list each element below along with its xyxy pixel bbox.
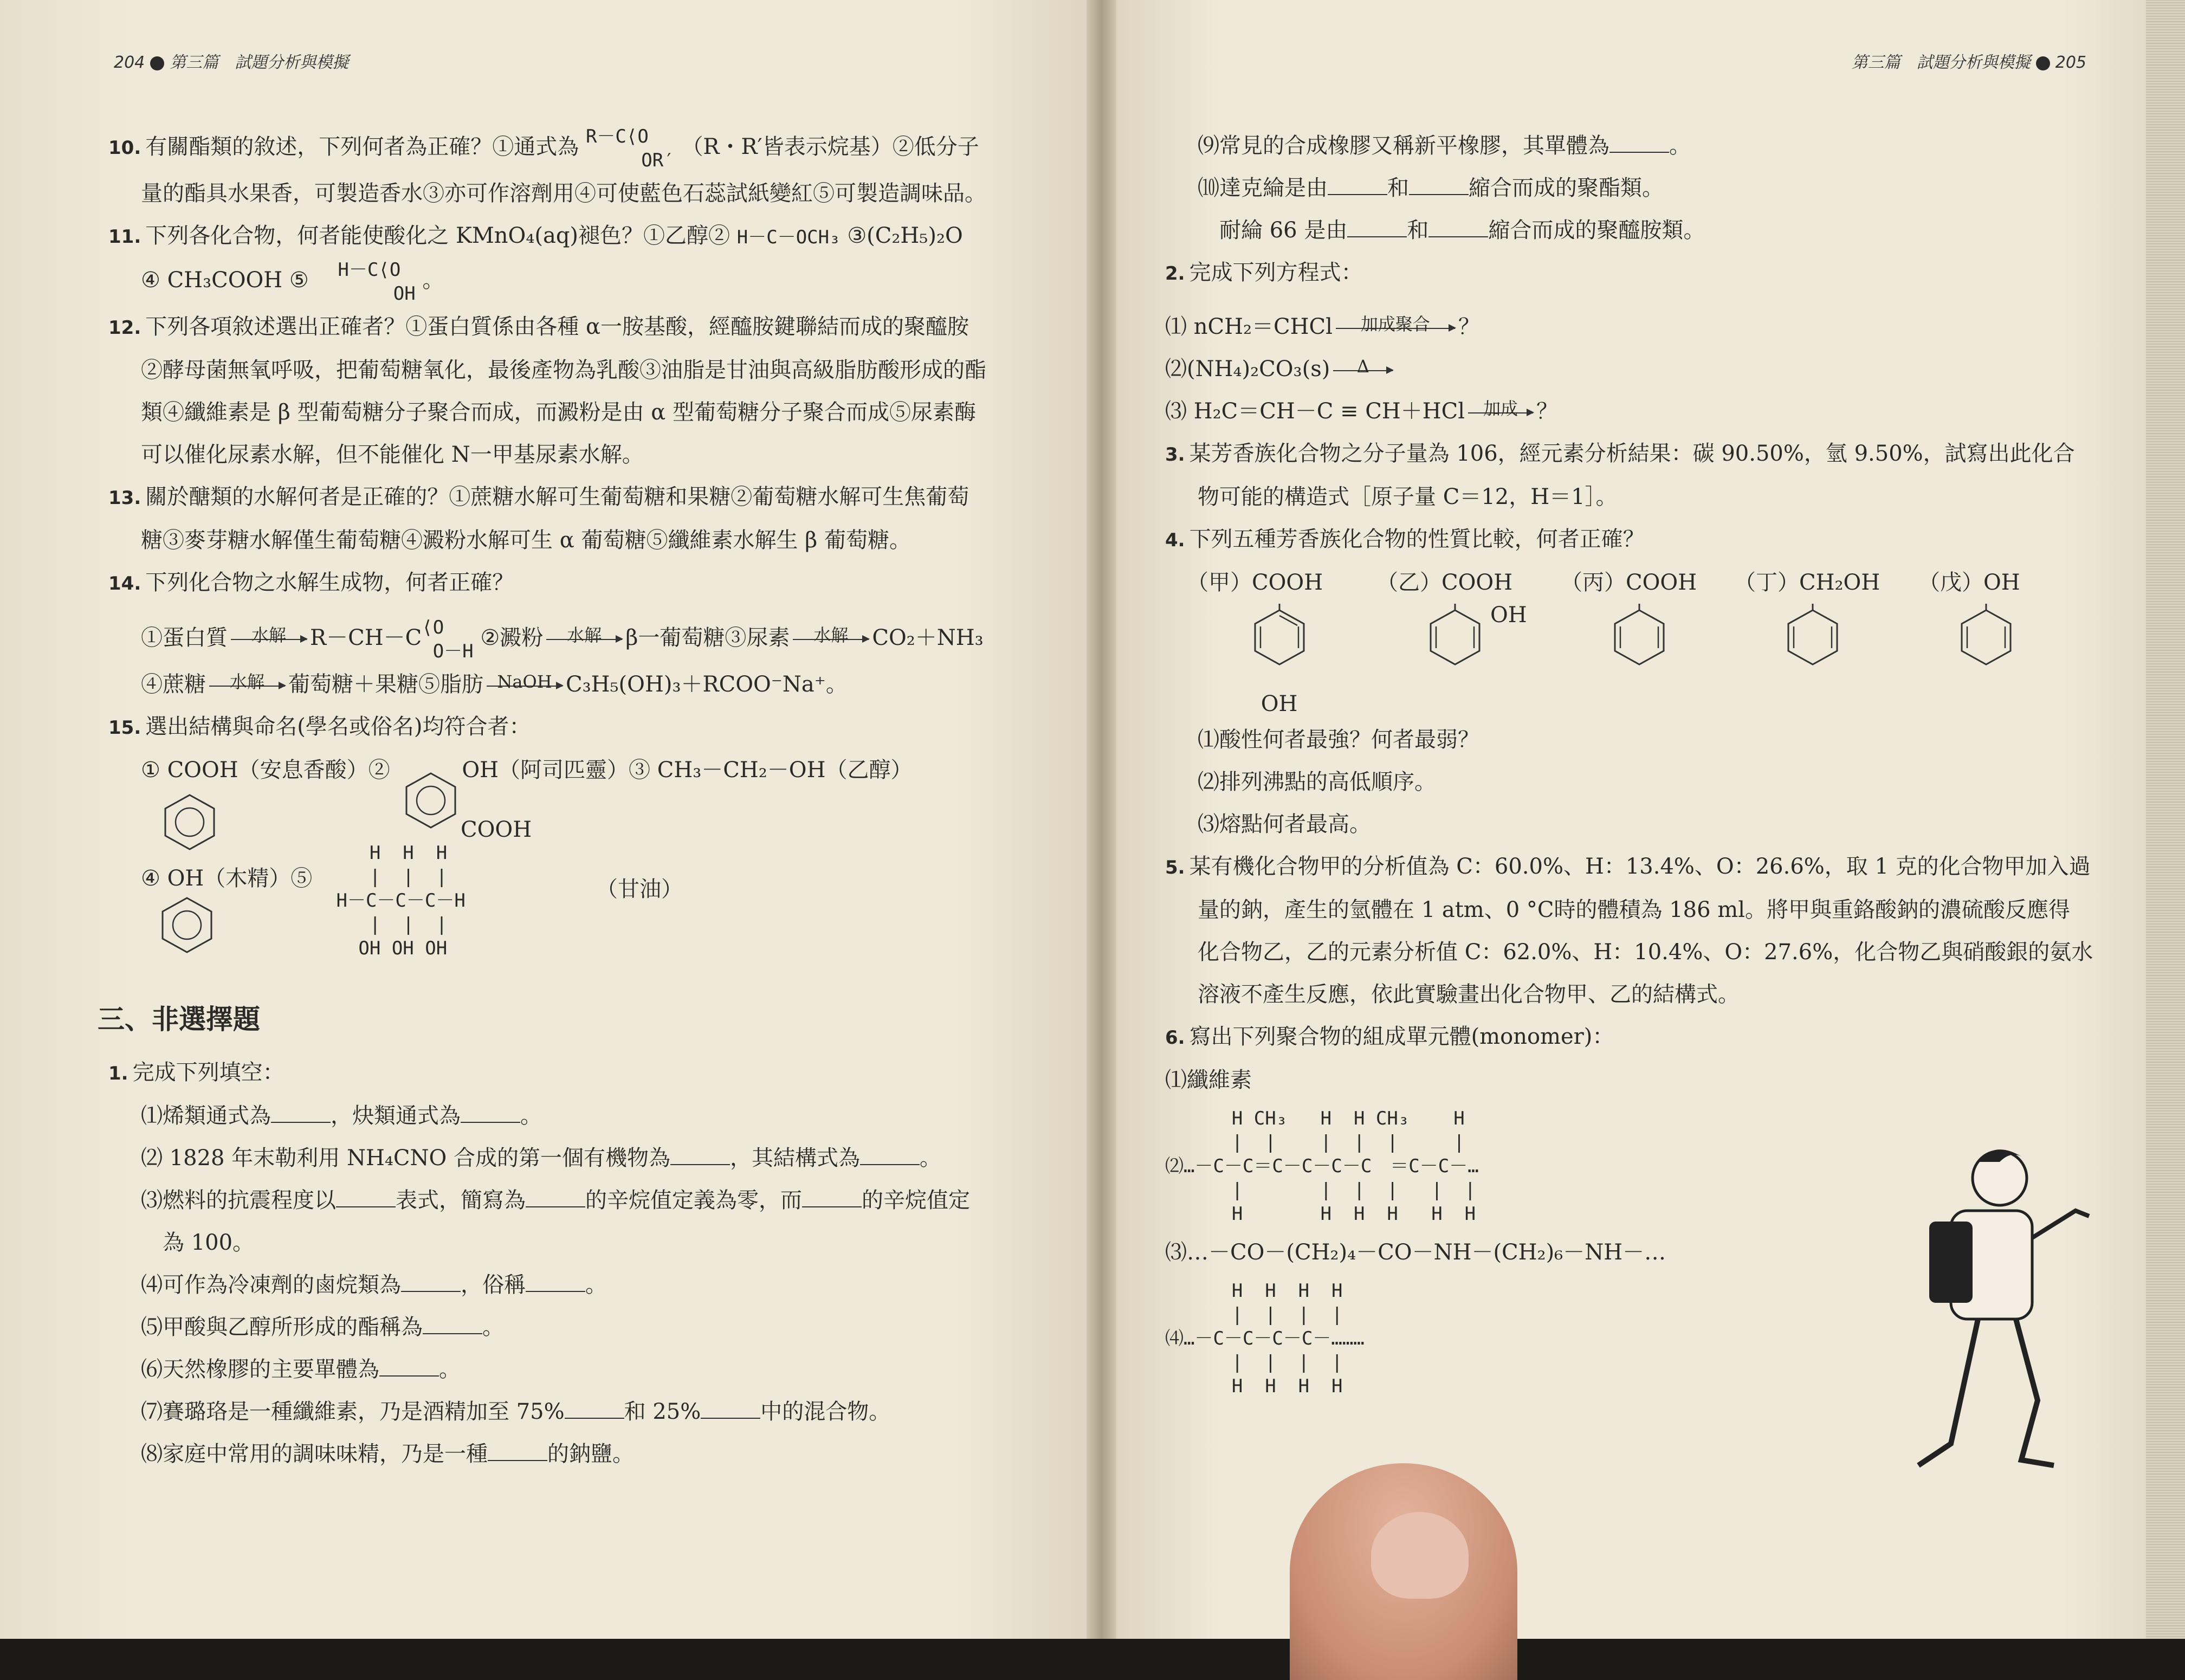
question-12-line4: 可以催化尿素水解，但不能催化 N一甲基尿素水解。 (141, 442, 644, 467)
equation-2: ⑵(NH₄)₂CO₃(s) Δ (1165, 348, 2119, 390)
question-12-line2: ②酵母菌無氧呼吸，把葡萄糖氧化，最後產物為乳酸③油脂是甘油與高級脂肪酸形成的酯 (141, 358, 986, 383)
benzene-ring-icon (1609, 604, 1669, 669)
question-11-line2: ④ CH₃COOH ⑤ H－C⟨O OH 。 (141, 259, 444, 305)
reaction-arrow: 水解 (546, 639, 622, 640)
blank-line (1328, 178, 1387, 195)
blank-line (401, 1275, 461, 1292)
nonchoice-question-3: 3. 某芳香族化合物之分子量為 106，經元素分析結果：碳 90.50%，氫 9.50%，試寫出此化合 (1165, 441, 2075, 466)
reaction-arrow: 加成聚合 (1336, 328, 1455, 329)
question-5-line2: 量的鈉，產生的氫體在 1 atm、0 °C時的體積為 186 ml。將甲與重鉻酸鈉的濃硫酸反應得 (1198, 897, 2070, 922)
benzene-ring-icon (1425, 604, 1485, 669)
fill-item-3b: 為 100。 (163, 1230, 255, 1255)
blank-line (336, 1190, 396, 1207)
benzene-ring-icon (1956, 604, 2016, 669)
question-15-options-row1: ① COOH（安息香酸）② OH（阿司匹靈）③ CH₃－CH₂－OH（乙醇） COOH (108, 749, 1040, 857)
glycerol-structure: H H H | | | H－C－C－C－H | | | OH OH OH (336, 842, 466, 959)
blank-line (1428, 220, 1488, 237)
question-3-line2: 物可能的構造式［原子量 C＝12，H＝1］。 (1198, 484, 1618, 509)
reaction-arrow: 水解 (231, 639, 307, 640)
reaction-arrow: 加成 (1468, 412, 1533, 413)
nonchoice-question-1: 1. 完成下列填空： (108, 1060, 285, 1085)
left-page (0, 0, 1087, 1639)
blank-line (1409, 178, 1469, 195)
blank-line (565, 1401, 624, 1419)
left-header-title: 試題分析與模擬 (235, 53, 349, 72)
left-content (98, 125, 1040, 1475)
question-15: 15. 選出結構與命名(學名或俗名)均符合者： (108, 714, 531, 739)
right-header-title: 試題分析與模擬 (1916, 53, 2031, 72)
benzene-ring-icon (157, 895, 217, 955)
bullet-icon (2036, 56, 2050, 70)
methyl-formate-structure: H－C－OCH₃ (736, 227, 841, 248)
blank-line (461, 1106, 520, 1123)
question-14-row1: ①蛋白質 水解 R－CH－C⟨O O－H ②澱粉 水解 β一葡萄糖③尿素 水解 CO₂＋NH₃ (141, 617, 984, 662)
compound-bing: （丙）COOH (1561, 561, 1697, 683)
benzene-ring-icon (401, 771, 461, 830)
compound-wu: （戊）OH (1918, 561, 2020, 683)
reaction-arrow: 水解 (209, 686, 285, 687)
left-page-number: 204 (114, 53, 145, 72)
fill-item-10b: 耐綸 66 是由 和 縮合而成的聚醯胺類。 (1219, 218, 1705, 243)
question-13: 13. 關於醣類的水解何者是正確的？①蔗糖水解可生葡萄糖和果糖②葡萄糖水解可生焦葡萄 (108, 484, 969, 509)
benzene-ring-icon (160, 792, 219, 852)
polymer-1: ⑴纖維素 (1165, 1068, 1252, 1093)
question-13-line2: 糖③麥芽糖水解僅生葡萄糖④澱粉水解可生 α 葡萄糖⑤纖維素水解生 β 葡萄糖。 (141, 528, 911, 553)
question-10: 10. 有關酯類的敘述，下列何者為正確？①通式為 R－C⟨O OR′ （R・R′皆表示烷基）②低分子 (108, 126, 979, 171)
question-4-sub2: ⑵排列沸點的高低順序。 (1198, 770, 1436, 794)
blank-line (379, 1359, 439, 1377)
left-part: 第三篇 (170, 53, 219, 72)
blank-line (860, 1148, 920, 1165)
question-14-row2: ④蔗糖 水解 葡萄糖＋果糖⑤脂肪 NaOH C₃H₅(OH)₃＋RCOO⁻Na⁺。 (141, 671, 848, 697)
question-4-sub1: ⑴酸性何者最強？何者最弱？ (1198, 727, 1479, 752)
ester-structure: R－C⟨O OR′ (585, 126, 675, 171)
polymer-3: ⑶…－CO－(CH₂)₄－CO－NH－(CH₂)₆－NH－… (1165, 1240, 1666, 1265)
book-gutter (1087, 0, 1116, 1639)
cooh-label: COOH (461, 817, 532, 842)
fill-item-2: ⑵ 1828 年末勒利用 NH₄CNO 合成的第一個有機物為 ，其結構式為 。 (141, 1146, 941, 1171)
reaction-arrow: Δ (1333, 370, 1393, 371)
question-12: 12. 下列各項敘述選出正確者？①蛋白質係由各種 α一胺基酸，經醯胺鍵聯結而成的聚醯胺 (108, 314, 969, 339)
fill-item-4: ⑷可作為冷凍劑的鹵烷類為 ，俗稱 。 (141, 1272, 607, 1297)
thumbnail (1371, 1512, 1469, 1599)
question-5-line4: 溶液不產生反應，依此實驗畫出化合物甲、乙的結構式。 (1198, 982, 1740, 1007)
carboxyl-group: ⟨O O－H (422, 617, 474, 662)
reaction-arrow: 水解 (793, 639, 869, 640)
question-11: 11. 下列各化合物，何者能使酸化之 KMnO₄(aq)褪色？①乙醇② H－C－OCH₃ ③(C₂H₅)₂O (108, 223, 963, 248)
compound-jia: （甲）COOH OH (1187, 570, 1323, 716)
blank-line (1609, 135, 1669, 153)
fill-item-6: ⑹天然橡膠的主要單體為 。 (141, 1357, 461, 1382)
formic-acid-structure: H－C⟨O OH (338, 259, 416, 305)
aromatic-compounds-row (1165, 561, 2119, 719)
question-5-line3: 化合物乙，乙的元素分析值 C：62.0%、H：10.4%、O：27.6%，化合物乙與硝酸銀的氨水 (1198, 940, 2093, 965)
blank-line (488, 1444, 547, 1461)
blank-line (1347, 220, 1407, 237)
reaction-arrow: NaOH (487, 686, 563, 687)
benzene-ring-icon (1250, 604, 1309, 669)
cartoon-man-illustration (1902, 1140, 2097, 1476)
right-page-number: 205 (2055, 53, 2086, 72)
blank-line (423, 1317, 482, 1334)
fill-item-7: ⑺賽璐珞是一種纖維素，乃是酒精加至 75% 和 25% 中的混合物。 (141, 1399, 891, 1424)
nonchoice-question-2: 2. 完成下列方程式： (1165, 260, 1363, 285)
left-running-header (114, 49, 348, 73)
compound-ding: （丁）CH₂OH (1734, 561, 1880, 683)
blank-line (701, 1401, 760, 1419)
fill-item-9: ⑼常見的合成橡膠又稱新平橡膠，其單體為 。 (1198, 133, 1691, 158)
question-12-line3: 類④纖維素是 β 型葡萄糖分子聚合而成，而澱粉是由 α 型葡萄糖分子聚合而成⑤尿素酶 (141, 400, 976, 425)
polymer-4-structure: H H H H | | | | ⑷…－C－C－C－C－……… | | | | H H H H (1165, 1280, 1365, 1397)
polymer-2-structure: H CH₃ H H CH₃ H | | | | | | ⑵…－C－C＝C－C－C－C ＝C－C－… | | | | | | H H H H H H (1165, 1108, 1479, 1225)
question-10-line2: 量的酯具水果香，可製造香水③亦可作溶劑用④可使藍色石蕊試紙變紅⑤可製造調味品。 (141, 181, 986, 206)
section-heading: 三、非選擇題 (98, 1004, 260, 1035)
fill-item-8: ⑻家庭中常用的調味味精，乃是一種 的鈉鹽。 (141, 1442, 634, 1466)
compound-yi: （乙）COOH OH (1376, 561, 1512, 683)
right-part: 第三篇 (1851, 53, 1900, 72)
blank-line (802, 1190, 862, 1207)
fill-item-1: ⑴烯類通式為 ，炔類通式為 。 (141, 1103, 542, 1128)
question-14: 14. 下列化合物之水解生成物，何者正確？ (108, 570, 514, 595)
right-running-header (1852, 49, 2086, 73)
nonchoice-question-6: 6. 寫出下列聚合物的組成單元體(monomer)： (1165, 1024, 1614, 1049)
bullet-icon (150, 56, 164, 70)
equation-3: ⑶ H₂C＝CH－C ≡ CH＋HCl 加成 ？ (1165, 398, 1559, 424)
blank-line (271, 1106, 331, 1123)
benzene-ring-icon (1783, 604, 1843, 669)
blank-line (526, 1275, 585, 1292)
nonchoice-question-5: 5. 某有機化合物甲的分析值為 C：60.0%、H：13.4%、O：26.6%，取 1 克的化合物甲加入過 (1165, 854, 2091, 879)
right-page (1116, 0, 2146, 1639)
fill-item-5: ⑸甲酸與乙醇所形成的酯稱為 。 (141, 1315, 504, 1340)
equation-1: ⑴ nCH₂＝CHCl 加成聚合 ？ (1165, 314, 1480, 339)
fill-item-10: ⑽達克綸是由 和 縮合而成的聚酯類。 (1198, 176, 1664, 201)
nonchoice-question-4: 4. 下列五種芳香族化合物的性質比較，何者正確？ (1165, 527, 1645, 552)
page-edges (2146, 0, 2185, 1639)
question-4-sub3: ⑶熔點何者最高。 (1198, 812, 1371, 837)
fill-item-3: ⑶燃料的抗震程度以 表式，簡寫為 的辛烷值定義為零，而 的辛烷值定 (141, 1188, 970, 1213)
blank-line (670, 1148, 730, 1165)
question-15-options-row2: ④ OH（木精）⑤ H H H | | | H－C－C－C－H | | | OH OH OH （甘油） (141, 842, 683, 959)
blank-line (526, 1190, 585, 1207)
